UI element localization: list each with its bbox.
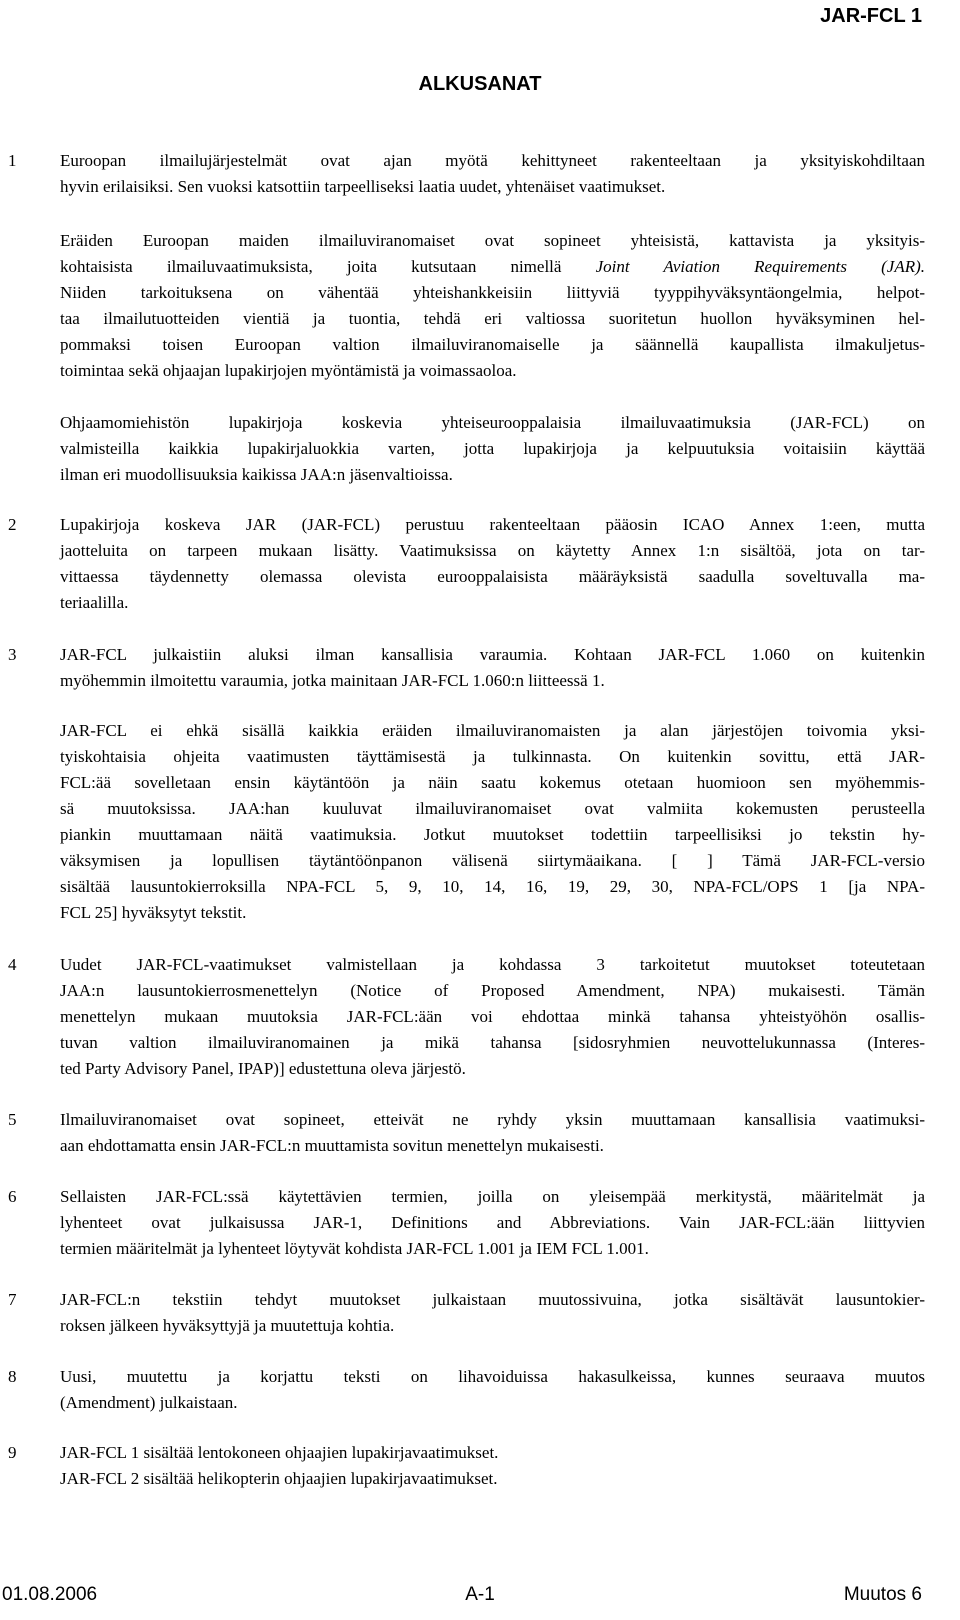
section-number-6: 6 bbox=[8, 1187, 17, 1206]
section-number-1: 1 bbox=[8, 151, 17, 170]
text-line: toimintaa sekä ohjaajan lupakirjojen myöntämistä ja voimassaoloa. bbox=[60, 361, 517, 380]
text-segment: kohtaisista ilmailuvaatimuksista, joita kutsutaan nimellä bbox=[60, 257, 596, 276]
text-line: JAR-FCL 2 sisältää helikopterin ohjaajien lupakirjavaatimukset. bbox=[60, 1469, 498, 1488]
page-title: ALKUSANAT bbox=[418, 73, 542, 95]
jar-name-italic: Joint Aviation Requirements (JAR). bbox=[595, 257, 925, 276]
section-3-paragraph-1 bbox=[60, 642, 925, 694]
section-9-paragraph-1 bbox=[60, 1440, 925, 1492]
text-line: sä muutoksissa. JAA:han kuuluvat ilmailuviranomaiset ovat valmiita kokemusten perusteella bbox=[60, 799, 925, 818]
section-number-4: 4 bbox=[8, 955, 17, 974]
section-1-paragraph-3 bbox=[60, 410, 925, 488]
document-header-label: JAR-FCL 1 bbox=[820, 5, 922, 27]
text-line: lyhenteet ovat julkaisussa JAR-1, Definitions and Abbreviations. Vain JAR-FCL:ään liittyvien bbox=[60, 1213, 925, 1232]
section-number-3: 3 bbox=[8, 645, 17, 664]
text-line: termien määritelmät ja lyhenteet löytyvät kohdista JAR-FCL 1.001 ja IEM FCL 1.001. bbox=[60, 1239, 649, 1258]
text-line: JAA:n lausuntokierrosmenettelyn (Notice of Proposed Amendment, NPA) mukaisesti. Tämän bbox=[60, 981, 925, 1000]
footer-revision: Muutos 6 bbox=[843, 1584, 922, 1605]
text-line: Euroopan ilmailujärjestelmät ovat ajan myötä kehittyneet rakenteeltaan ja yksityiskohdiltaan bbox=[60, 151, 925, 170]
section-3-paragraph-2 bbox=[60, 718, 925, 926]
section-number-2: 2 bbox=[8, 515, 17, 534]
text-line: Niiden tarkoituksena on vähentää yhteishankkeisiin liittyviä tyyppihyväksyntäongelmia, helpot- bbox=[60, 283, 925, 302]
text-line: Ohjaamomiehistön lupakirjoja koskevia yhteiseurooppalaisia ilmailuvaatimuksia (JAR-FCL) on bbox=[60, 413, 925, 432]
section-number-9: 9 bbox=[8, 1443, 17, 1462]
text-line: Eräiden Euroopan maiden ilmailuviranomaiset ovat sopineet yhteisistä, kattavista ja yksityis- bbox=[60, 231, 925, 250]
text-line: ilman eri muodollisuuksia kaikissa JAA:n jäsenvaltioissa. bbox=[60, 465, 453, 484]
section-number-5: 5 bbox=[8, 1110, 17, 1129]
section-6-paragraph-1 bbox=[60, 1184, 925, 1262]
text-line: (Amendment) julkaistaan. bbox=[60, 1393, 238, 1412]
section-5-paragraph-1 bbox=[60, 1107, 925, 1159]
text-line: tyiskohtaisia ohjeita vaatimusten täyttämisestä ja tulkinnasta. On kuitenkin sovittu, että JAR- bbox=[60, 747, 925, 766]
text-line: myöhemmin ilmoitettu varaumia, jotka mainitaan JAR-FCL 1.060:n liitteessä 1. bbox=[60, 671, 605, 690]
text-line: vittaessa täydennetty olemassa olevista eurooppalaisista määräyksistä saadulla soveltuvalla ma- bbox=[60, 567, 925, 586]
text-line: Uudet JAR-FCL-vaatimukset valmistellaan ja kohdassa 3 tarkoitetut muutokset toteutetaan bbox=[60, 955, 925, 974]
text-line: piankin muuttamaan näitä vaatimuksia. Jotkut muutokset todettiin tarpeellisiksi jo tekstin hy- bbox=[60, 825, 925, 844]
text-line: menettelyn mukaan muutoksia JAR-FCL:ään voi ehdottaa minkä tahansa yhteistyöhön osallis- bbox=[60, 1007, 925, 1026]
text-line: JAR-FCL 1 sisältää lentokoneen ohjaajien lupakirjavaatimukset. bbox=[60, 1443, 499, 1462]
text-line: teriaalilla. bbox=[60, 593, 129, 612]
text-line: roksen jälkeen hyväksyttyjä ja muutettuja kohtia. bbox=[60, 1316, 395, 1335]
section-number-8: 8 bbox=[8, 1367, 17, 1386]
text-line: taa ilmailutuotteiden vientiä ja tuontia, tehdä eri valtiossa suoritetun huollon hyväksyminen hel- bbox=[60, 309, 925, 328]
text-line: tuvan valtion ilmailuviranomainen ja mikä tahansa [sidosryhmien neuvottelukunnassa (Interes- bbox=[60, 1033, 925, 1052]
section-2-paragraph-1 bbox=[60, 512, 925, 616]
text-line: Ilmailuviranomaiset ovat sopineet, etteivät ne ryhdy yksin muuttamaan kansallisia vaatimuksi- bbox=[60, 1110, 925, 1129]
text-line: valmisteilla kaikkia lupakirjaluokkia varten, jotta lupakirjoja ja kelpuutuksia voitaisiin käyttää bbox=[60, 439, 925, 458]
text-line: aan ehdottamatta ensin JAR-FCL:n muuttamista sovitun menettelyn mukaisesti. bbox=[60, 1136, 604, 1155]
section-1-paragraph-2 bbox=[60, 228, 925, 384]
section-8-paragraph-1 bbox=[60, 1364, 925, 1416]
text-line: jaotteluita on tarpeen mukaan lisätty. Vaatimuksissa on käytetty Annex 1:n sisältöä, jota on tar- bbox=[60, 541, 925, 560]
text-line: väksymisen ja lopullisen täytäntöönpanon välisenä siirtymäaikana. [ ] Tämä JAR-FCL-versio bbox=[60, 851, 925, 870]
section-4-paragraph-1 bbox=[60, 952, 925, 1082]
text-line: Lupakirjoja koskeva JAR (JAR-FCL) perustuu rakenteeltaan pääosin ICAO Annex 1:een, mutta bbox=[60, 515, 925, 534]
section-1-paragraph-1 bbox=[60, 148, 925, 200]
text-line: FCL 25] hyväksytyt tekstit. bbox=[60, 903, 247, 922]
text-line: sisältää lausuntokierroksilla NPA-FCL 5, 9, 10, 14, 16, 19, 29, 30, NPA-FCL/OPS 1 [ja NPA- bbox=[60, 877, 925, 896]
text-line: FCL:ää sovelletaan ensin käytäntöön ja näin saatu kokemus otetaan huomioon sen myöhemmis- bbox=[60, 773, 925, 792]
section-7-paragraph-1 bbox=[60, 1287, 925, 1339]
text-line: pommaksi toisen Euroopan valtion ilmailuviranomaiselle ja säännellä kaupallista ilmakuljetus- bbox=[60, 335, 925, 354]
text-line bbox=[60, 254, 925, 280]
footer-page-number: A-1 bbox=[465, 1584, 495, 1605]
footer-date: 01.08.2006 bbox=[2, 1584, 98, 1605]
text-line: Sellaisten JAR-FCL:ssä käytettävien termien, joilla on yleisempää merkitystä, määritelmät ja bbox=[60, 1187, 925, 1206]
text-line: Uusi, muutettu ja korjattu teksti on lihavoiduissa hakasulkeissa, kunnes seuraava muutos bbox=[60, 1367, 925, 1386]
text-line: JAR-FCL julkaistiin aluksi ilman kansallisia varaumia. Kohtaan JAR-FCL 1.060 on kuitenkin bbox=[60, 645, 925, 664]
section-number-7: 7 bbox=[8, 1290, 17, 1309]
text-line: hyvin erilaisiksi. Sen vuoksi katsottiin tarpeelliseksi laatia uudet, yhtenäiset vaatimukset. bbox=[60, 177, 666, 196]
text-line: JAR-FCL ei ehkä sisällä kaikkia eräiden ilmailuviranomaisten ja alan järjestöjen toivomia yksi- bbox=[60, 721, 925, 740]
text-line: ted Party Advisory Panel, IPAP)] edustettuna oleva järjestö. bbox=[60, 1059, 466, 1078]
text-line: JAR-FCL:n tekstiin tehdyt muutokset julkaistaan muutossivuina, jotka sisältävät lausuntokier- bbox=[60, 1290, 925, 1309]
